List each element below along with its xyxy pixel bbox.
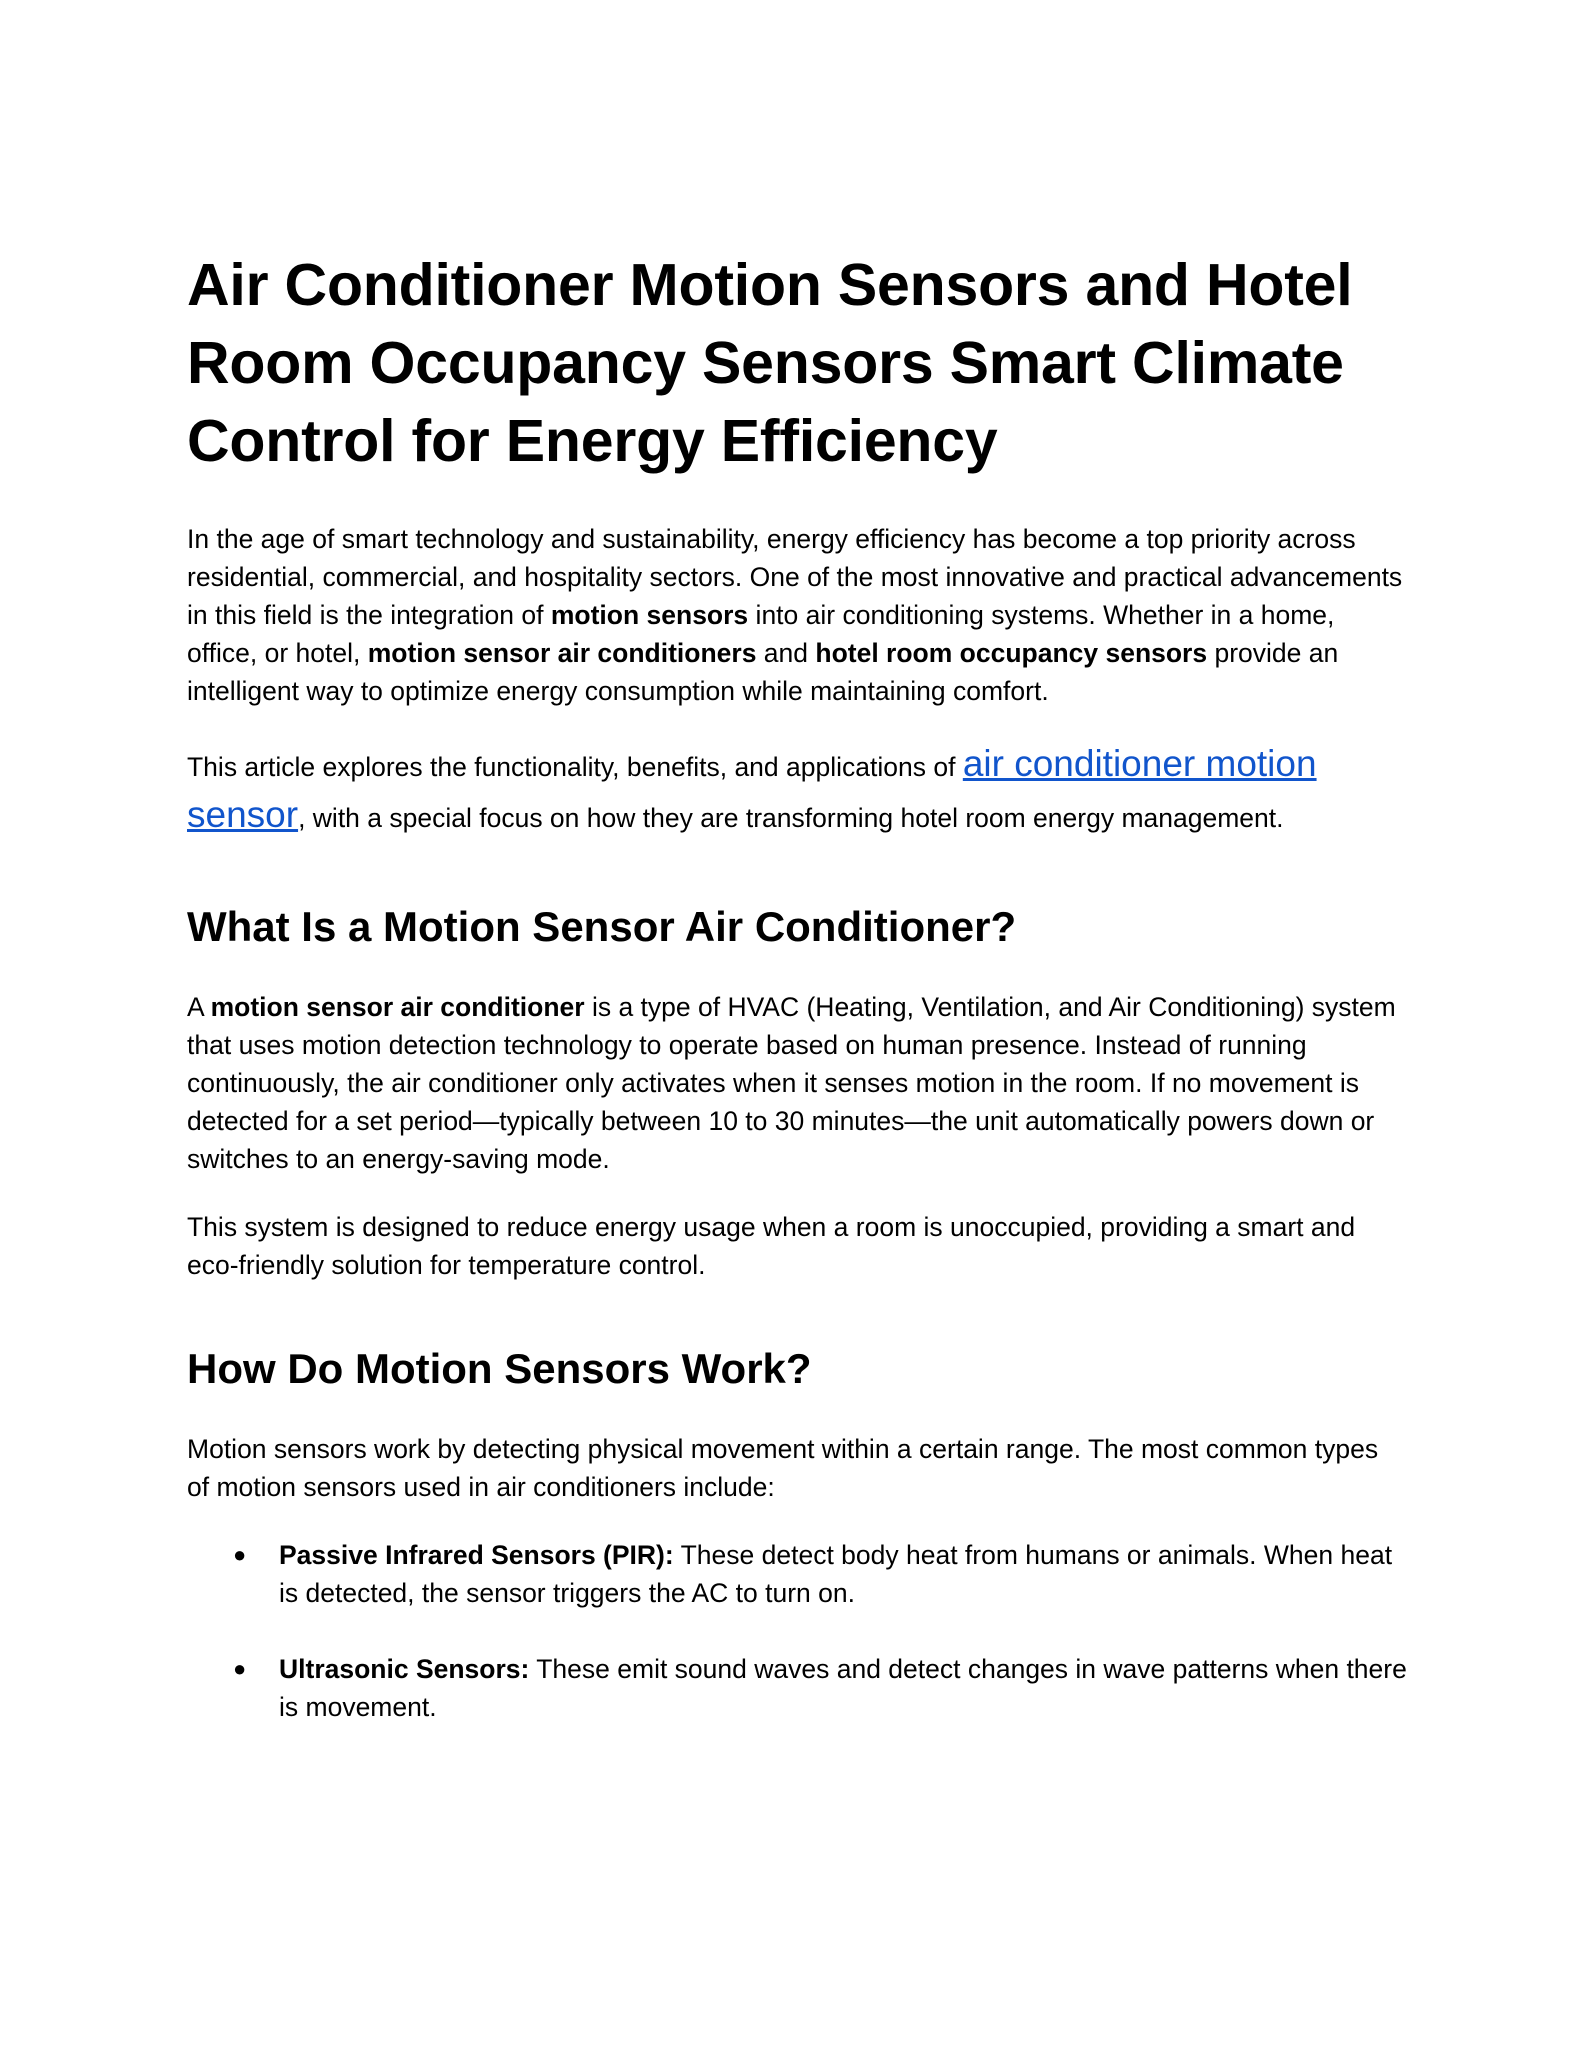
list-item-text: These detect body heat from humans or animals. When heat is detected, the sensor triggers the AC to turn on. [279, 1540, 1393, 1608]
section2-paragraph-1: Motion sensors work by detecting physical movement within a certain range. The most common types of motion sensors used in air conditioners include: [187, 1434, 1379, 1502]
document-page [187, 246, 1407, 1764]
s1-text-1: A [187, 992, 211, 1022]
s1-bold-term: motion sensor air conditioner [210, 992, 585, 1022]
section1-paragraph-2: This system is designed to reduce energy usage when a room is unoccupied, providing a smart and eco-friendly solution for temperature control. [187, 1212, 1356, 1280]
section1-paragraph-1 [187, 988, 1407, 1178]
list-item-label: Ultrasonic Sensors: [279, 1654, 530, 1684]
list-item [233, 1650, 1407, 1726]
document-title: Air Conditioner Motion Sensors and Hotel Room Occupancy Sensors Smart Climate Control for Energy Efficiency [187, 252, 1353, 474]
intro-text-2: into air conditioning systems. Whether in a home, office, or hotel, [187, 600, 1335, 668]
intro-text-3: and [756, 638, 816, 668]
explore-text-1: This article explores the functionality, benefits, and applications of [187, 752, 963, 782]
section-heading-what-is: What Is a Motion Sensor Air Conditioner? [187, 903, 1017, 950]
intro-text-1: In the age of smart technology and sustainability, energy efficiency has become a top priority across residential, commercial, and hospitality sectors. One of the most innovative and practical advancements in this field is the integration of [187, 524, 1403, 630]
intro-bold-motion-sensor-acs: motion sensor air conditioners [367, 638, 757, 668]
bullet-icon: ● [233, 1542, 247, 1567]
list-item [233, 1536, 1407, 1612]
intro-bold-occupancy-sensors: hotel room occupancy sensors [815, 638, 1208, 668]
intro-bold-motion-sensors: motion sensors [550, 600, 749, 630]
explore-paragraph [187, 740, 1407, 842]
explore-text-2: , with a special focus on how they are transforming hotel room energy management. [298, 803, 1284, 833]
bullet-icon: ● [233, 1656, 247, 1681]
list-item-label: Passive Infrared Sensors (PIR): [279, 1540, 674, 1570]
s1-text-2: is a type of HVAC (Heating, Ventilation, and Air Conditioning) system that uses motion detection technology to operate based on human presence. Instead of running continuously, the air conditioner only activates when it senses motion in the room. If no movement is detected for a set period—typically between 10 to 30 minutes—the unit automatically powers down or switches to an energy-saving mode. [187, 992, 1396, 1174]
ac-motion-sensor-link[interactable]: air conditioner motion sensor [187, 743, 1317, 835]
intro-text-4: provide an intelligent way to optimize energy consumption while maintaining comfort. [187, 638, 1339, 706]
sensor-types-list [187, 1536, 1407, 1726]
intro-paragraph [187, 520, 1407, 710]
section-heading-how-work: How Do Motion Sensors Work? [187, 1345, 812, 1392]
list-item-text: These emit sound waves and detect changes in wave patterns when there is movement. [279, 1654, 1407, 1722]
